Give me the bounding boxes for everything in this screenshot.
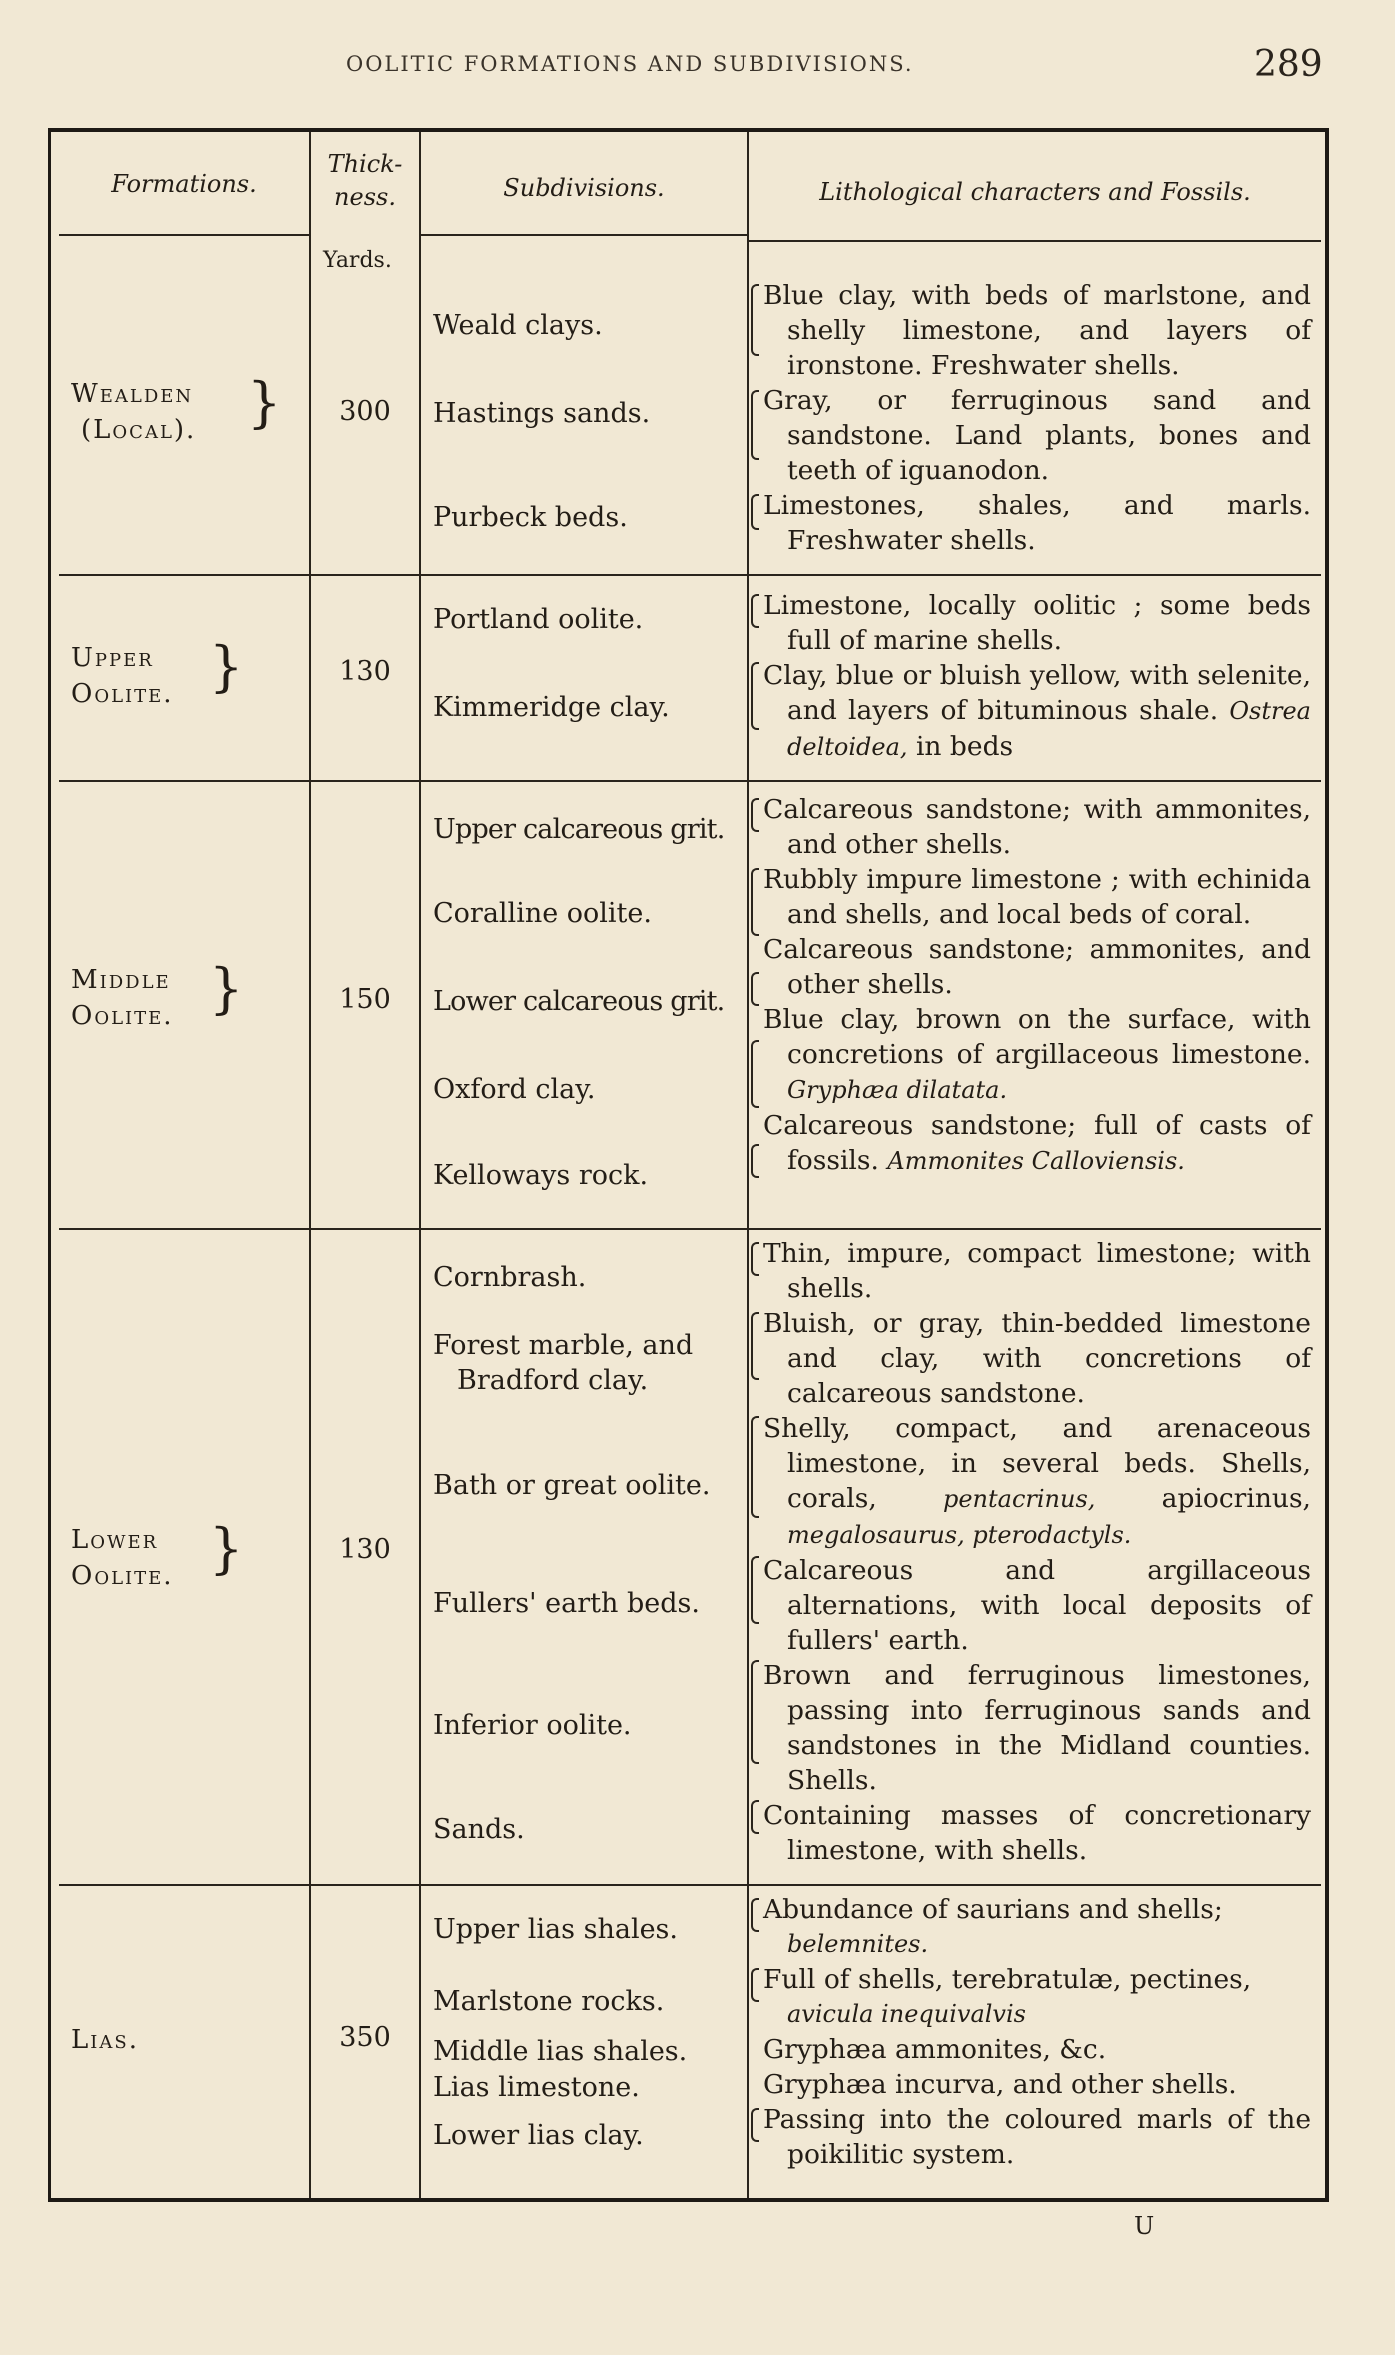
description-text: Shelly, compact, and arenaceous limestone, in several beds. Shells, corals, (763, 1413, 1311, 1514)
formation-name: Oolite. (71, 679, 174, 709)
formation-name: Oolite. (71, 1561, 174, 1591)
formations-table (48, 128, 1329, 2202)
column-divider (419, 132, 421, 2198)
subdivision: Marlstone rocks. (433, 1986, 665, 2017)
thickness-value: 350 (339, 2022, 391, 2053)
brace-line (751, 494, 759, 530)
formation-wealden (71, 376, 196, 448)
thickness-value: 150 (339, 984, 391, 1015)
subdivision: Oxford clay. (433, 1074, 596, 1105)
subdivision: Cornbrash. (433, 1262, 587, 1293)
formation-name: Middle (71, 965, 171, 995)
subdivision: Fullers' earth beds. (433, 1588, 700, 1619)
description-paragraph (763, 658, 1311, 765)
description-paragraph: Gryphæa ammonites, &c. (763, 2034, 1107, 2065)
formation-name: (Local). (81, 415, 197, 445)
formation-middle-oolite (71, 962, 174, 1034)
brace-line (751, 1800, 759, 1834)
description-paragraph (763, 1962, 1311, 2032)
subdivision: Middle lias shales. (433, 2036, 688, 2067)
subdivision: Hastings sands. (433, 398, 651, 429)
brace-line (751, 390, 759, 460)
brace-line (751, 662, 759, 730)
description-paragraph (763, 1411, 1311, 1553)
fossil-name: Gryphæa dilatata. (787, 1076, 1008, 1104)
lithology-description (763, 1892, 1311, 2172)
lithology-description (763, 1236, 1311, 1868)
subdivision: Sands. (433, 1814, 525, 1845)
fossil-name: avicula inequivalvis (787, 2000, 1026, 2028)
column-divider (309, 132, 311, 2198)
formation-name: Lower (71, 1525, 159, 1555)
fossil-name: megalosaurus, pterodactyls. (787, 1521, 1132, 1549)
subdivision: Kimmeridge clay. (433, 692, 670, 723)
description-paragraph: Calcareous and argillaceous alternations, with local deposits of fullers' earth. (763, 1555, 1311, 1656)
header-thickness-line2: ness. (334, 183, 396, 211)
description-text: Clay, blue or bluish yellow, with selenite, and layers of bituminous shale. (763, 660, 1311, 726)
fossil-name: belemnites. (787, 1930, 929, 1958)
header-rule (749, 240, 1321, 242)
brace-line (751, 284, 759, 356)
brace-line (751, 1898, 759, 1932)
formation-lias: Lias. (71, 2025, 139, 2055)
header-lithology: Lithological characters and Fossils. (819, 178, 1251, 206)
yards-label: Yards. (323, 248, 392, 273)
formation-lower-oolite (71, 1522, 174, 1594)
running-head: OOLITIC FORMATIONS AND SUBDIVISIONS. (346, 52, 914, 76)
subdivision: Lias limestone. (433, 2072, 640, 2103)
header-subdivisions: Subdivisions. (503, 174, 665, 202)
description-paragraph: Thin, impure, compact limestone; with shells. (763, 1238, 1311, 1304)
header-rule (421, 234, 747, 236)
subdivision: Lower calcareous grit. (433, 986, 725, 1017)
description-paragraph (763, 1002, 1311, 1108)
subdivision: Forest marble, and Bradford clay. (433, 1330, 694, 1396)
brace-line (751, 1660, 759, 1764)
formation-name: Wealden (71, 379, 194, 409)
lithology-description (763, 278, 1311, 558)
description-text: Full of shells, terebratulæ, pectines, (763, 1964, 1252, 1995)
description-paragraph (763, 1892, 1311, 1962)
group-rule (59, 574, 1321, 576)
group-rule (59, 1228, 1321, 1230)
brace-line (751, 972, 759, 1006)
subdivision: Lower lias clay. (433, 2120, 644, 2151)
fossil-name: Ostrea deltoidea, (787, 697, 1311, 761)
description-paragraph (763, 1108, 1311, 1179)
description-paragraph: Gryphæa incurva, and other shells. (763, 2069, 1237, 2100)
lithology-description (763, 792, 1311, 1179)
subdivision: Upper calcareous grit. (433, 814, 725, 845)
description-paragraph: Bluish, or gray, thin-bedded limestone and clay, with concretions of calcareous sandstone. (763, 1308, 1311, 1409)
description-text: apiocrinus, (1161, 1483, 1311, 1514)
thickness-value: 300 (339, 396, 391, 427)
description-paragraph: Calcareous sandstone; with ammonites, and other shells. (763, 794, 1311, 860)
description-paragraph: Limestones, shales, and marls. Freshwater shells. (763, 490, 1311, 556)
description-paragraph: Rubbly impure limestone ; with echinida and shells, and local beds of coral. (763, 864, 1311, 930)
brace-line (751, 1242, 759, 1276)
subdivision: Weald clays. (433, 310, 603, 341)
description-paragraph: Blue clay, with beds of marlstone, and shelly limestone, and layers of ironstone. Freshwater shells. (763, 280, 1311, 381)
header-thickness (311, 148, 419, 214)
column-divider (747, 132, 749, 2198)
brace-line (751, 1312, 759, 1380)
header-thickness-line1: Thick- (327, 150, 403, 178)
fossil-name: Ammonites Calloviensis. (887, 1147, 1185, 1175)
description-paragraph: Passing into the coloured marls of the poikilitic system. (763, 2104, 1311, 2170)
signature-mark: U (1134, 2212, 1155, 2240)
formation-name: Upper (71, 643, 154, 673)
description-paragraph: Limestone, locally oolitic ; some beds full of marine shells. (763, 590, 1311, 656)
description-text: Blue clay, brown on the surface, with concretions of argillaceous limestone. (763, 1004, 1311, 1070)
description-paragraph: Calcareous sandstone; ammonites, and other shells. (763, 934, 1311, 1000)
group-rule (59, 780, 1321, 782)
brace-line (751, 798, 759, 832)
thickness-value: 130 (339, 656, 391, 687)
brace-line (751, 1416, 759, 1518)
header-formations: Formations. (111, 170, 257, 198)
brace-line (751, 868, 759, 936)
brace-line (751, 1968, 759, 2002)
brace-line (751, 1556, 759, 1624)
brace-icon: } (209, 635, 244, 698)
subdivision: Bath or great oolite. (433, 1470, 711, 1501)
brace-icon: } (247, 371, 282, 434)
formation-name: Oolite. (71, 1001, 174, 1031)
description-paragraph: Gray, or ferruginous sand and sandstone. Land plants, bones and teeth of iguanodon. (763, 385, 1311, 486)
subdivision: Portland oolite. (433, 604, 644, 635)
subdivision: Kelloways rock. (433, 1160, 649, 1191)
subdivision: Purbeck beds. (433, 502, 628, 533)
fossil-name: pentacrinus, (942, 1485, 1096, 1513)
lithology-description (763, 588, 1311, 765)
brace-icon: } (209, 957, 244, 1020)
brace-line (751, 2108, 759, 2142)
brace-line (751, 594, 759, 628)
description-text: in beds (915, 731, 1014, 762)
description-text: Calcareous sandstone; full of casts of fossils. (763, 1110, 1311, 1176)
brace-line (751, 1040, 759, 1108)
thickness-value: 130 (339, 1534, 391, 1565)
description-text: Abundance of saurians and shells; (763, 1894, 1223, 1925)
header-rule (59, 234, 309, 236)
description-paragraph: Containing masses of concretionary limestone, with shells. (763, 1800, 1311, 1866)
brace-line (751, 1144, 759, 1178)
group-rule (59, 1884, 1321, 1886)
page-number: 289 (1254, 44, 1323, 85)
brace-icon: } (209, 1517, 244, 1580)
subdivision: Upper lias shales. (433, 1914, 678, 1945)
subdivision: Coralline oolite. (433, 898, 652, 929)
description-paragraph: Brown and ferruginous limestones, passing into ferruginous sands and sandstones in the Midland counties. Shells. (763, 1660, 1311, 1796)
formation-upper-oolite (71, 640, 174, 712)
subdivision: Inferior oolite. (433, 1710, 632, 1741)
